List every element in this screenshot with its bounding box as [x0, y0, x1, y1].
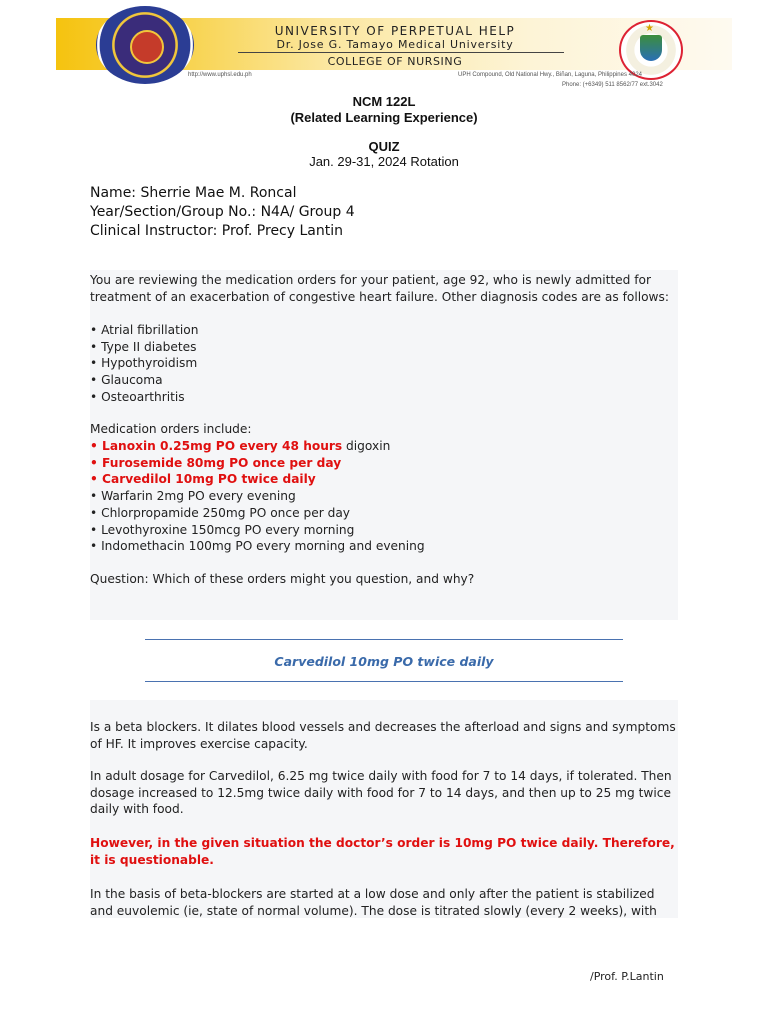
order-carvedilol-highlight: Carvedilol 10mg PO twice daily [102, 472, 316, 487]
clinical-instructor: Clinical Instructor: Prof. Precy Lantin [90, 223, 343, 239]
instructor-signature: /Prof. P.Lantin [590, 970, 664, 983]
course-code: NCM 122L [352, 94, 416, 109]
list-item: • Hypothyroidism [90, 356, 198, 371]
answer-paragraph-4: In the basis of beta-blockers are started at a low dose and only after the patient is stabilized and euvolemic (ie, state of normal volume). The dose is titrated slowly (every 2 weeks), with [90, 887, 657, 918]
list-item: • Type II diabetes [90, 339, 197, 354]
order-lanoxin [90, 438, 678, 455]
order-bullet: • [90, 455, 103, 470]
list-item: • Glaucoma [90, 373, 163, 388]
list-item: • Indomethacin 100mg PO every morning and evening [90, 539, 425, 554]
college-seal-logo [619, 20, 683, 80]
answer-paragraph-2: In adult dosage for Carvedilol, 6.25 mg twice daily with food for 7 to 14 days, if tolerated. Then dosage increased to 12.5mg twice daily with food for 7 to 14 days, and then up to 25 mg twice daily with food. [90, 769, 672, 817]
university-name: UNIVERSITY OF PERPETUAL HELP [274, 24, 516, 38]
website-link[interactable]: http://www.uphsl.edu.ph [188, 72, 252, 78]
student-name: Name: Sherrie Mae M. Roncal [90, 185, 297, 201]
diagnosis-list [90, 322, 678, 406]
address-text: UPH Compound, Old National Hwy., Biñan, Laguna, Philippines 4024 [458, 72, 642, 78]
answer-conclusion: However, in the given situation the doctor’s order is 10mg PO twice daily. Therefore, it is questionable. [90, 836, 675, 867]
student-section: Year/Section/Group No.: N4A/ Group 4 [90, 204, 355, 220]
letterhead-divider [238, 52, 564, 53]
list-item: • Levothyroxine 150mcg PO every morning [90, 522, 355, 537]
orders-label: Medication orders include: [90, 422, 252, 436]
quiz-label: QUIZ [368, 139, 400, 154]
answer-paragraph-1: Is a beta blockers. It dilates blood vessels and decreases the afterload and signs and symptoms of HF. It improves exercise capacity. [90, 720, 676, 751]
medication-orders-list [90, 438, 678, 555]
case-intro: You are reviewing the medication orders for your patient, age 92, who is newly admitted for treatment of an exacerbation of congestive heart failure. Other diagnosis codes are as follows: [90, 273, 669, 304]
medical-university-name: Dr. Jose G. Tamayo Medical University [276, 38, 514, 51]
order-furosemide-highlight: Furosemide 80mg PO once per day [102, 455, 342, 470]
college-name: COLLEGE OF NURSING [327, 55, 463, 68]
order-bullet: • [90, 472, 103, 487]
order-bullet: • [90, 439, 103, 453]
rotation-date: Jan. 29-31, 2024 Rotation [309, 154, 459, 169]
list-item: • Warfarin 2mg PO every evening [90, 489, 296, 504]
answer-heading: Carvedilol 10mg PO twice daily [274, 654, 494, 669]
order-carvedilol [90, 471, 678, 488]
seal-emblem-icon [130, 30, 164, 64]
list-item: • Atrial fibrillation [90, 323, 199, 337]
star-icon: ★ [645, 23, 654, 34]
answer-rule-top [145, 639, 623, 640]
university-seal-logo [96, 6, 194, 84]
course-subtitle: (Related Learning Experience) [290, 110, 478, 125]
order-lanoxin-highlight: Lanoxin 0.25mg PO every 48 hours [102, 439, 343, 453]
list-item: • Osteoarthritis [90, 389, 185, 404]
shield-icon [640, 35, 662, 61]
order-lanoxin-note: digoxin [342, 439, 391, 453]
list-item: • Chlorpropamide 250mg PO once per day [90, 505, 351, 520]
answer-rule-bottom [145, 681, 623, 682]
order-furosemide [90, 455, 678, 472]
phone-text: Phone: (+6349) 511 8562/77 ext.3042 [562, 82, 663, 88]
case-question: Question: Which of these orders might you question, and why? [90, 572, 475, 586]
